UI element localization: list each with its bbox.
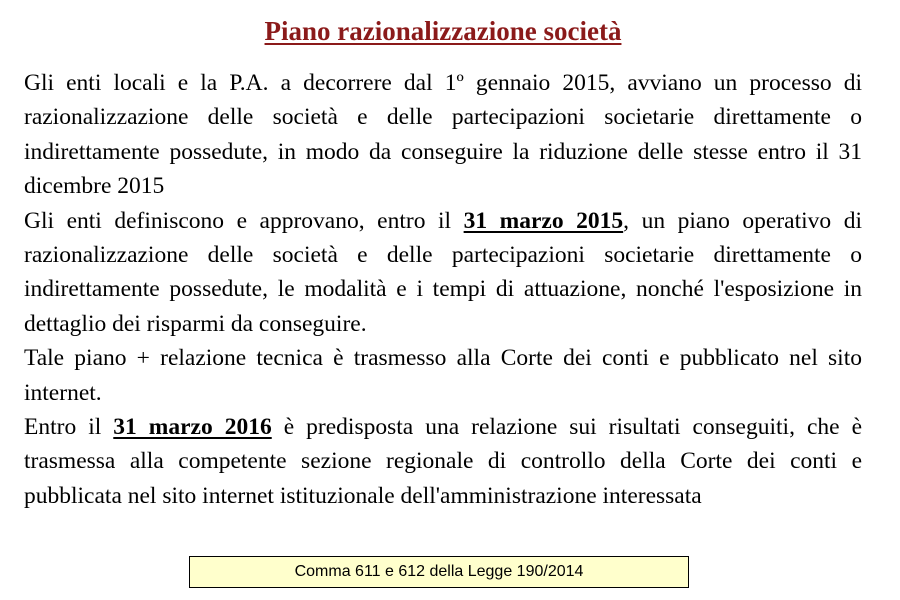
paragraph-plan-deadline-text-before: Gli enti definiscono e approvano, entro il [24,207,464,234]
page-title [0,14,886,48]
paragraph-start-process-text: Gli enti locali e la P.A. a decorrere dal 1º gennaio 2015, avviano un processo di razionalizzazione delle società e delle partecipazioni societarie direttamente o indirettamente possedute, in modo da conseguire la riduzione delle stesse entro il 31 dicembre 2015 [24,70,862,200]
report-deadline-date: 31 marzo 2016 [113,414,272,441]
legal-source-text: Comma 611 e 612 della Legge 190/2014 [294,563,584,580]
paragraph-start-process [24,66,862,204]
paragraph-report-deadline-text-before: Entro il [24,414,114,441]
paragraph-plan-transmission [24,341,862,410]
plan-deadline-date: 31 marzo 2015 [463,207,624,234]
paragraph-plan-transmission-text: Tale piano + relazione tecnica è trasmesso alla Corte dei conti e pubblicato nel sito internet. [24,345,862,406]
paragraph-report-deadline-text-after: è predisposta una relazione sui risultati conseguiti, che è trasmessa alla competente sezione regionale di controllo della Corte dei conti e pubblicata nel sito internet istituzionale dell'amministrazione interessata [24,414,862,509]
paragraph-plan-deadline [24,204,862,342]
legal-source-box [189,556,689,588]
paragraph-report-deadline [24,410,862,513]
body-text [24,66,862,513]
page-title-text: Piano razionalizzazione società [264,16,622,46]
paragraph-plan-deadline-text-after: , un piano operativo di razionalizzazione delle società e delle partecipazioni societarie direttamente o indirettamente possedute, le modalità e i tempi di attuazione, nonché l'esposizione in dettaglio dei risparmi da conseguire. [24,207,862,337]
